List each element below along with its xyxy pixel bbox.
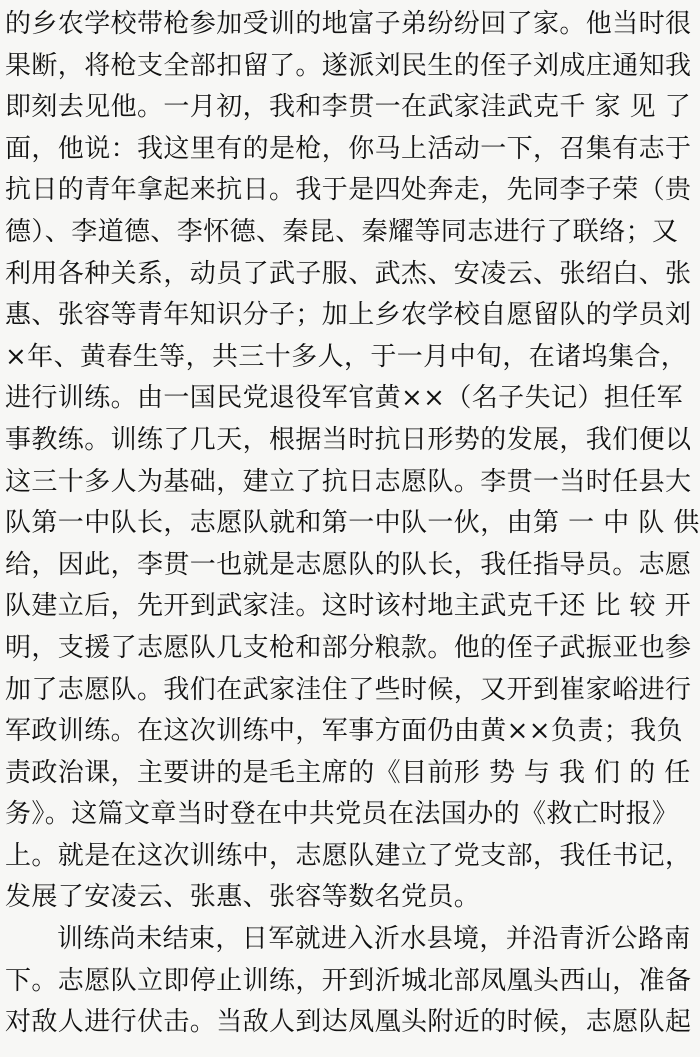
text-line-18: 军政训练。在这次训练中，军事方面仍由黄××负责；我负: [5, 716, 683, 747]
text-line-6: 德）、李道德、李怀德、秦昆、秦耀等同志进行了联络；又: [5, 216, 679, 247]
text-line-8: 惠、张容等青年知识分子；加上乡农学校自愿留队的学员刘: [5, 300, 692, 331]
text-line-5: 抗日的青年拿起来抗日。我于是四处奔走，先同李子荣（贵: [5, 175, 692, 206]
text-line-19: 责政治课，主要讲的是毛主席的《目前形 势 与 我 们 的 任: [5, 757, 691, 788]
text-line-12: 这三十多人为基础，建立了抗日志愿队。李贯一当时任县大: [5, 466, 692, 497]
text-line-7: 利用各种关系，动员了武子服、武杰、安凌云、张绍白、张: [5, 258, 692, 289]
text-line-25: 对敌人进行伏击。当敌人到达凤凰头附近的时候，志愿队起: [5, 1007, 692, 1038]
text-line-9: ×年、黄春生等，共三十多人，于一月中旬，在诸坞集合，: [5, 341, 688, 372]
text-line-20: 务》。这篇文章当时登在中共党员在法国办的《救亡时报》: [5, 799, 679, 830]
text-line-13: 队第一中队长，志愿队就和第一中队一伙，由第 一 中 队 供: [5, 508, 700, 539]
text-line-14: 给，因此，李贯一也就是志愿队的队长，我任指导员。志愿: [5, 549, 692, 580]
text-line-3: 即刻去见他。一月初，我和李贯一在武家洼武克千 家 见 了: [5, 92, 691, 123]
text-line-1: 的乡农学校带枪参加受训的地富子弟纷纷回了家。他当时很: [5, 9, 692, 39]
text-line-10: 进行训练。由一国民党退役军官黄××（名子失记）担任军: [5, 383, 683, 414]
text-line-11: 事教练。训练了几天，根据当时抗日形势的发展，我们便以: [5, 424, 692, 455]
text-line-24: 下。志愿队立即停止训练，开到沂城北部凤凰头西山，准备: [5, 965, 692, 996]
text-line-15: 队建立后，先开到武家洼。这时该村地主武克千还 比 较 开: [5, 591, 691, 622]
text-line-2: 果断，将枪支全部扣留了。遂派刘民生的侄子刘成庄通知我: [5, 50, 692, 81]
text-line-23-paragraph-start: 训练尚未结束，日军就进入沂水县境，并沿青沂公路南: [57, 924, 691, 955]
text-line-4: 面，他说：我这里有的是枪，你马上活动一下，召集有志于: [5, 133, 692, 164]
text-line-16: 明，支援了志愿队几支枪和部分粮款。他的侄子武振亚也参: [5, 632, 692, 663]
text-line-17: 加了志愿队。我们在武家洼住了些时候，又开到崔家峪进行: [5, 674, 692, 705]
text-line-21: 上。就是在这次训练中，志愿队建立了党支部，我任书记，: [5, 840, 692, 871]
text-line-22-paragraph-end: 发展了安凌云、张惠、张容等数名党员。: [5, 882, 481, 913]
